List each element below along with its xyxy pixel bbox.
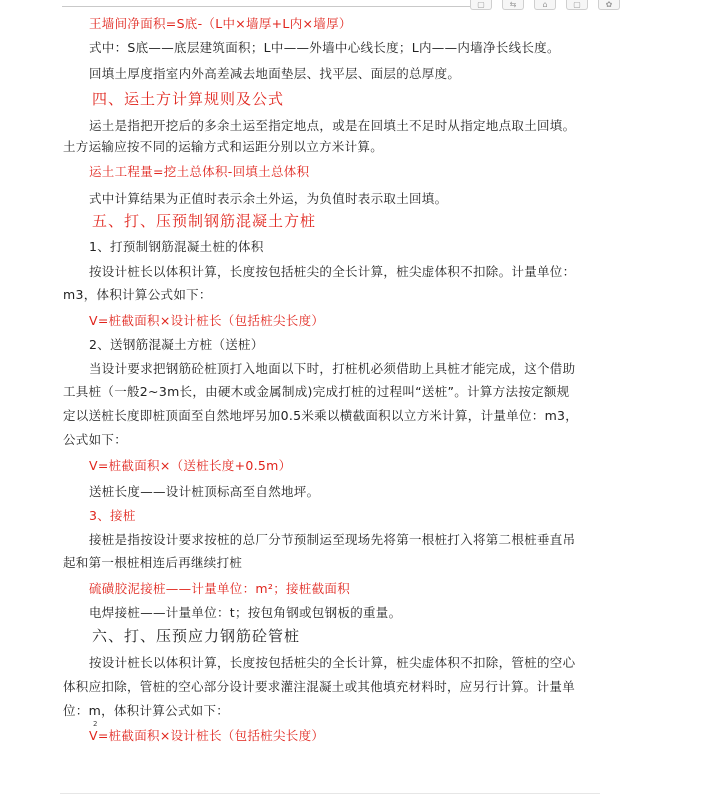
subheading-line: 2、送钢筋混凝土方桩（送桩） (89, 337, 264, 352)
section-heading-4: 四、运土方计算规则及公式 (92, 90, 285, 108)
formula-sulfur-joint: 硫磺胶泥接桩——计量单位：m²；接桩截面积 (89, 581, 350, 596)
paragraph-line: 定以送桩长度即桩顶面至自然地坪另加0.5米乘以横截面积以立方米计算，计量单位：m3， (63, 408, 579, 423)
settings-icon[interactable]: ✿ (598, 0, 620, 10)
paragraph-line: 回填土厚度指室内外高差减去地面垫层、找平层、面层的总厚度。 (89, 66, 461, 81)
section-heading-6: 六、打、压预应力钢筋砼管桩 (92, 627, 301, 645)
paragraph-line: 起和第一根桩相连后再继续打桩 (63, 555, 243, 570)
page-bottom-border (60, 793, 600, 794)
paragraph-line: 按设计桩长以体积计算，长度按包括桩尖的全长计算，桩尖虚体积不扣除，管桩的空心 (89, 655, 576, 670)
paragraph-line: 体积应扣除，管桩的空心部分设计要求灌注混凝土或其他填充材料时，应另行计算。计量单 (63, 679, 576, 694)
share-icon[interactable]: ⇆ (502, 0, 524, 10)
formula-pipe-pile-volume: V=桩截面积×设计桩长（包括桩尖长度） (89, 728, 325, 743)
formula-earth-transport: 运土工程量=挖土总体积-回填土总体积 (89, 164, 310, 179)
paragraph-line: 按设计桩长以体积计算，长度按包括桩尖的全长计算，桩尖虚体积不扣除。计量单位： (89, 264, 576, 279)
paragraph-line: 接桩是指按设计要求按桩的总厂分节预制运至现场先将第一根桩打入将第二根桩垂直吊 (89, 532, 576, 547)
paragraph-line: 式中计算结果为正值时表示余土外运，为负值时表示取土回填。 (89, 191, 448, 206)
subheading-line: 1、打预制钢筋混凝土桩的体积 (89, 239, 264, 254)
subheading-pile-joint: 3、接桩 (89, 508, 136, 523)
formula-pile-sending: V=桩截面积×（送桩长度+0.5m） (89, 458, 292, 473)
formula-pile-volume: V=桩截面积×设计桩长（包括桩尖长度） (89, 313, 325, 328)
paragraph-line: 当设计要求把钢筋砼桩顶打入地面以下时，打桩机必须借助上具桩才能完成，这个借助 (89, 361, 576, 376)
formula-net-wall-area: 王墙间净面积=S底-（L中×墙厚+L内×墙厚） (89, 16, 352, 31)
home-icon[interactable]: ⌂ (534, 0, 556, 10)
paragraph-line: m3，体积计算公式如下： (63, 287, 212, 302)
section-heading-5: 五、打、压预制钢筋混凝土方桩 (92, 212, 317, 230)
paragraph-line: 式中：S底——底层建筑面积；L中——外墙中心线长度；L内——内墙净长线长度。 (89, 40, 560, 55)
superscript-mark: 2 (93, 720, 98, 728)
paragraph-line: 工具桩（一般2~3m长，由硬木或金属制成)完成打桩的过程叫“送桩”。计算方法按定额规 (63, 384, 570, 399)
paragraph-line: 运土是指把开挖后的多余土运至指定地点，或是在回填土不足时从指定地点取土回填。 (89, 118, 576, 133)
paragraph-line: 土方运输应按不同的运输方式和运距分别以立方米计算。 (63, 139, 384, 154)
paragraph-line: 公式如下： (63, 432, 128, 447)
paragraph-line: 位：m，体积计算公式如下： (63, 703, 230, 718)
print-icon[interactable]: ▢ (470, 0, 492, 10)
paragraph-line: 送桩长度——设计桩顶标高至自然地坪。 (89, 484, 320, 499)
paragraph-line: 电焊接桩——计量单位：t；按包角钢或包钢板的重量。 (89, 605, 402, 620)
bookmark-icon[interactable]: ▢ (566, 0, 588, 10)
